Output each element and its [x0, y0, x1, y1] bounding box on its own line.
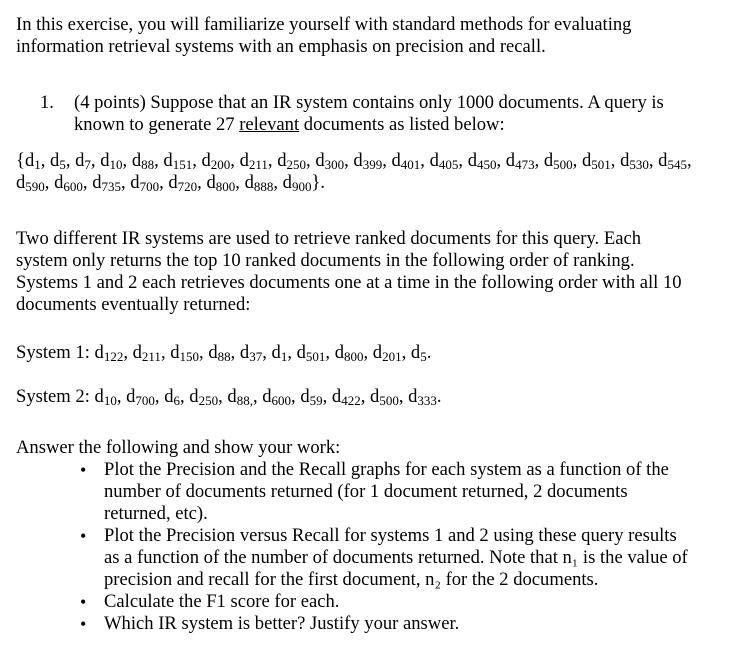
system-1-label: System 1:	[16, 342, 95, 363]
bullet-line: as a function of the number of documents returned. Note that n₁ is the value of	[104, 547, 688, 568]
doc-set-line-1: {$d_1$, $d_5$, $d_7$, $d_{10}$, $d_{88}$, $d_{151}$, $d_{200}$, $d_{211}$, $d_{250}$, $d_{300}$, $d_{399}$, $d_{401}$, $d_{405}$, $d_{450}$, $d_{473}$, $d_{500}$, $d_{501}$, $d_{530}$, $d_{545}$,	[16, 150, 692, 172]
system-1-doc: $d_{122}$	[94, 342, 124, 364]
relevant-doc: $d_7$	[75, 150, 91, 172]
relevant-doc: $d_{211}$	[239, 150, 268, 172]
system-2-doc: $d_{10}$	[94, 386, 117, 408]
bullet-line: returned, etc).	[104, 503, 208, 524]
system-1-doc: $d_1$	[271, 342, 288, 364]
question-1-line-2-start: known to generate 27	[74, 114, 240, 135]
intro-paragraph	[16, 14, 741, 58]
systems-description	[16, 228, 741, 316]
system-2-ranking: System 2: $d_{10}$, $d_{700}$, $d_6$, $d_{250}$, $d_{88,}$, $d_{600}$, $d_{59}$, $d_{422}$, $d_{500}$, $d_{333}$.	[16, 386, 442, 408]
answer-bullet-item	[16, 459, 741, 525]
system-2-doc: $d_{500}$	[370, 386, 399, 408]
system-2-doc: $d_{700}$	[126, 386, 155, 408]
doc-set-line-2: $d_{590}$, $d_{600}$, $d_{735}$, $d_{700}$, $d_{720}$, $d_{800}$, $d_{888}$, $d_{900}$}.	[16, 172, 326, 194]
relevant-doc: $d_{473}$	[505, 150, 535, 172]
relevant-doc: $d_{735}$	[92, 172, 121, 194]
question-1-line-1: (4 points) Suppose that an IR system contains only 1000 documents. A query is	[74, 92, 664, 113]
relevant-doc: $d_{501}$	[581, 150, 611, 172]
intro-line-1: In this exercise, you will familiarize yourself with standard methods for evaluating	[16, 14, 632, 35]
system-2-end: .	[436, 386, 442, 407]
close-brace: }.	[311, 172, 326, 193]
bullet-dot-icon: •	[80, 592, 87, 612]
bullet-dot-icon: •	[80, 526, 87, 546]
relevant-doc: $d_{530}$	[620, 150, 649, 172]
relevant-doc: $d_{600}$	[54, 172, 83, 194]
question-1	[40, 92, 741, 136]
bullet-line: Plot the Precision versus Recall for systems 1 and 2 using these query results	[104, 525, 677, 546]
system-1-doc: $d_{800}$	[334, 342, 364, 364]
intro-line-2: information retrieval systems with an emphasis on precision and recall.	[16, 36, 546, 57]
bullet-line: Plot the Precision and the Recall graphs for each system as a function of the	[104, 459, 669, 480]
relevant-doc: $d_{888}$	[244, 172, 274, 194]
bullet-dot-icon: •	[80, 460, 87, 480]
system-1-doc: $d_{201}$	[372, 342, 402, 364]
answer-heading: Answer the following and show your work:	[16, 437, 341, 458]
relevant-doc: $d_{200}$	[201, 150, 231, 172]
systems-line-1: Two different IR systems are used to retrieve ranked documents for this query. Each	[16, 228, 642, 249]
question-1-line-2-end: documents as listed below:	[299, 114, 505, 135]
answer-section	[16, 437, 741, 635]
system-2-doc: $d_{59}$	[300, 386, 323, 408]
systems-line-4: documents eventually returned:	[16, 294, 251, 315]
system-2-label: System 2:	[16, 386, 95, 407]
question-1-line-2	[74, 114, 741, 136]
relevant-doc: $d_{88}$	[131, 150, 155, 172]
answer-bullet-item	[16, 591, 741, 613]
system-2-doc: $d_{422}$	[331, 386, 361, 408]
relevant-doc: $d_{545}$	[658, 150, 687, 172]
relevant-doc: $d_{405}$	[429, 150, 459, 172]
system-1-doc: $d_{150}$	[170, 342, 200, 364]
bullet-line: number of documents returned (for 1 document returned, 2 documents	[104, 481, 628, 502]
relevant-doc: $d_{800}$	[206, 172, 236, 194]
system-1-end: .	[426, 342, 432, 363]
relevant-underlined: relevant	[239, 114, 300, 135]
relevant-doc: $d_{500}$	[543, 150, 573, 172]
relevant-doc: $d_{250}$	[277, 150, 307, 172]
answer-bullet-item	[16, 525, 741, 591]
system-2-doc: $d_6$	[164, 386, 180, 408]
system-1-ranking: System 1: $d_{122}$, $d_{211}$, $d_{150}$, $d_{88}$, $d_{37}$, $d_1$, $d_{501}$, $d_{800}$, $d_{201}$, $d_5$.	[16, 342, 432, 364]
bullet-line: precision and recall for the first document, n₂ for the 2 documents.	[104, 569, 599, 590]
relevant-document-set	[16, 150, 741, 194]
relevant-doc: $d_{590}$	[16, 172, 45, 194]
relevant-doc: $d_1$	[24, 150, 41, 172]
relevant-doc: $d_5$	[50, 150, 66, 172]
answer-bullet-list	[16, 459, 741, 635]
relevant-doc: $d_{399}$	[353, 150, 383, 172]
relevant-doc: $d_{700}$	[130, 172, 160, 194]
system-1-doc: $d_5$	[410, 342, 427, 364]
bullet-dot-icon: •	[80, 614, 87, 634]
system-1-doc: $d_{211}$	[132, 342, 161, 364]
relevant-doc: $d_{900}$	[282, 172, 312, 194]
systems-line-3: Systems 1 and 2 each retrieves documents one at a time in the following order with all 10	[16, 272, 682, 293]
system-2-doc: $d_{88,}$	[227, 386, 253, 408]
answer-bullet-item	[16, 613, 741, 635]
system-1-doc: $d_{501}$	[296, 342, 326, 364]
system-1-doc: $d_{37}$	[239, 342, 263, 364]
relevant-doc: $d_{10}$	[100, 150, 123, 172]
systems-line-2: system only returns the top 10 ranked documents in the following order of ranking.	[16, 250, 635, 271]
relevant-doc: $d_{720}$	[168, 172, 198, 194]
open-brace: {	[16, 150, 25, 171]
system-2-doc: $d_{333}$	[408, 386, 437, 408]
system-2-doc: $d_{600}$	[262, 386, 292, 408]
bullet-line: Calculate the F1 score for each.	[104, 591, 340, 612]
question-number: 1.	[40, 92, 54, 113]
relevant-doc: $d_{151}$	[163, 150, 193, 172]
system-1-doc: $d_{88}$	[208, 342, 231, 364]
relevant-doc: $d_{450}$	[467, 150, 497, 172]
relevant-doc: $d_{300}$	[315, 150, 345, 172]
relevant-doc: $d_{401}$	[391, 150, 421, 172]
bullet-line: Which IR system is better? Justify your answer.	[104, 613, 460, 634]
system-2-doc: $d_{250}$	[189, 386, 219, 408]
